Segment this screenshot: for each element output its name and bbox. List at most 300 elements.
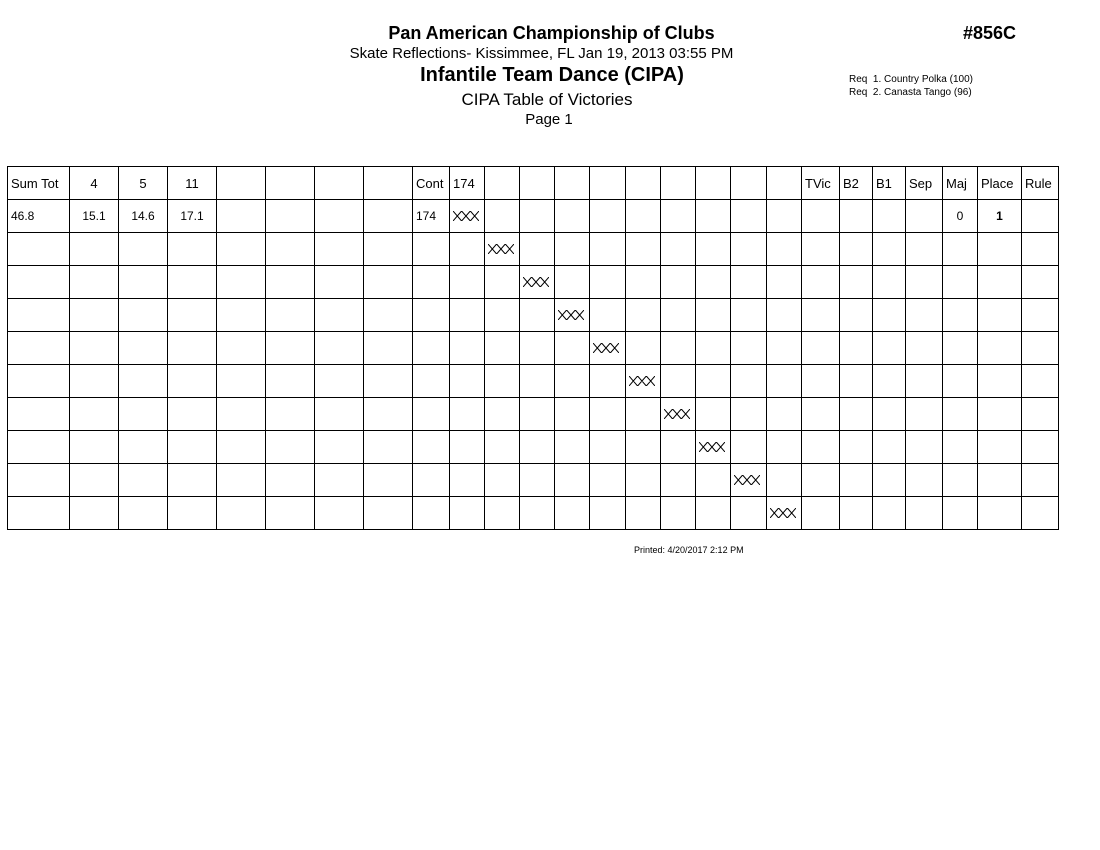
table-cell <box>450 299 485 332</box>
table-cell <box>168 365 217 398</box>
table-row <box>8 431 1059 464</box>
table-cell <box>943 266 978 299</box>
table-cell <box>315 200 364 233</box>
table-cell <box>906 464 943 497</box>
column-header <box>364 167 413 200</box>
table-cell <box>520 398 555 431</box>
table-cell <box>802 398 840 431</box>
xxx-mark-icon <box>523 277 549 287</box>
table-cell <box>943 398 978 431</box>
table-cell <box>315 497 364 530</box>
table-cell <box>555 332 590 365</box>
table-cell <box>217 266 266 299</box>
table-cell <box>661 365 696 398</box>
table-cell <box>590 200 626 233</box>
column-header: B2 <box>840 167 873 200</box>
table-cell <box>873 365 906 398</box>
table-cell <box>767 431 802 464</box>
table-cell <box>450 332 485 365</box>
table-cell <box>266 200 315 233</box>
event-name: Infantile Team Dance (CIPA) <box>420 64 684 86</box>
table-cell <box>485 431 520 464</box>
table-cell <box>315 365 364 398</box>
table-cell <box>1022 299 1059 332</box>
table-cell <box>802 266 840 299</box>
table-cell <box>119 299 168 332</box>
victories-table <box>7 166 1059 530</box>
table-cell <box>626 431 661 464</box>
table-cell <box>364 200 413 233</box>
requirement-2 <box>849 86 973 99</box>
table-cell <box>315 431 364 464</box>
printed-timestamp: Printed: 4/20/2017 2:12 PM <box>634 545 744 555</box>
requirement-label: Req 1. <box>849 74 882 85</box>
column-header: TVic <box>802 167 840 200</box>
table-cell <box>731 497 767 530</box>
table-cell <box>802 464 840 497</box>
table-body <box>8 167 1059 530</box>
table-cell <box>450 464 485 497</box>
xxx-mark-icon <box>558 310 584 320</box>
table-cell <box>943 431 978 464</box>
table-cell <box>978 398 1022 431</box>
table-cell <box>731 365 767 398</box>
table-cell <box>70 464 119 497</box>
table-cell <box>555 200 590 233</box>
table-cell <box>266 365 315 398</box>
table-cell <box>315 464 364 497</box>
table-cell <box>731 398 767 431</box>
table-cell <box>840 233 873 266</box>
table-cell: 174 <box>413 200 450 233</box>
table-cell <box>119 233 168 266</box>
table-cell <box>802 233 840 266</box>
table-cell <box>119 398 168 431</box>
table-cell <box>661 332 696 365</box>
table-cell <box>217 332 266 365</box>
event-code: #856C <box>963 23 1017 43</box>
table-cell <box>70 299 119 332</box>
xxx-mark-icon <box>734 475 760 485</box>
table-cell <box>696 431 731 464</box>
table-cell <box>485 398 520 431</box>
column-header <box>626 167 661 200</box>
table-cell <box>943 332 978 365</box>
table-cell <box>8 497 70 530</box>
page-number: Page 1 <box>525 111 573 128</box>
xxx-mark-icon <box>453 211 479 221</box>
table-cell <box>413 464 450 497</box>
table-cell <box>555 497 590 530</box>
column-header: 4 <box>70 167 119 200</box>
table-cell <box>906 233 943 266</box>
table-cell <box>696 332 731 365</box>
table-cell <box>217 497 266 530</box>
table-cell <box>802 365 840 398</box>
table-cell <box>413 233 450 266</box>
table-cell <box>520 266 555 299</box>
table-cell: 0 <box>943 200 978 233</box>
table-cell <box>168 332 217 365</box>
table-cell <box>266 431 315 464</box>
xxx-mark-icon <box>699 442 725 452</box>
table-cell <box>8 332 70 365</box>
table-cell <box>696 299 731 332</box>
table-cell <box>217 431 266 464</box>
xxx-mark-icon <box>664 409 690 419</box>
requirements-list <box>849 73 973 99</box>
table-row <box>8 398 1059 431</box>
table-cell <box>840 497 873 530</box>
xxx-mark-icon <box>770 508 796 518</box>
table-cell <box>266 497 315 530</box>
table-cell <box>119 365 168 398</box>
table-cell <box>8 266 70 299</box>
table-cell <box>8 464 70 497</box>
table-cell <box>315 398 364 431</box>
header-row <box>8 167 1059 200</box>
table-cell <box>168 431 217 464</box>
table-cell <box>1022 497 1059 530</box>
table-cell <box>873 299 906 332</box>
table-cell <box>413 431 450 464</box>
table-cell <box>696 200 731 233</box>
table-cell <box>485 233 520 266</box>
column-header <box>696 167 731 200</box>
table-cell <box>450 431 485 464</box>
venue-date-line: Skate Reflections- Kissimmee, FL Jan 19, 2013 03:55 PM <box>349 45 734 62</box>
table-cell <box>873 233 906 266</box>
table-cell <box>1022 464 1059 497</box>
table-cell <box>168 464 217 497</box>
table-cell <box>217 233 266 266</box>
table-cell <box>413 299 450 332</box>
table-row <box>8 464 1059 497</box>
column-header: Sum Tot <box>8 167 70 200</box>
table-cell <box>520 464 555 497</box>
column-header <box>767 167 802 200</box>
table-cell <box>840 332 873 365</box>
table-cell <box>906 431 943 464</box>
table-cell <box>802 431 840 464</box>
table-row <box>8 299 1059 332</box>
column-header <box>485 167 520 200</box>
xxx-mark-icon <box>488 244 514 254</box>
table-cell <box>70 365 119 398</box>
table-cell <box>661 398 696 431</box>
column-header: 5 <box>119 167 168 200</box>
table-cell <box>661 233 696 266</box>
table-row <box>8 233 1059 266</box>
table-cell <box>906 200 943 233</box>
table-cell <box>1022 332 1059 365</box>
table-row <box>8 200 1059 233</box>
table-cell <box>364 398 413 431</box>
table-cell <box>626 233 661 266</box>
table-cell <box>266 398 315 431</box>
table-cell <box>168 299 217 332</box>
table-cell <box>119 332 168 365</box>
table-cell <box>731 464 767 497</box>
table-cell <box>266 464 315 497</box>
table-cell <box>626 365 661 398</box>
table-cell <box>590 266 626 299</box>
table-cell <box>906 332 943 365</box>
table-cell <box>731 431 767 464</box>
table-cell <box>520 431 555 464</box>
table-cell <box>520 233 555 266</box>
table-cell: 15.1 <box>70 200 119 233</box>
table-cell: 14.6 <box>119 200 168 233</box>
table-cell <box>696 233 731 266</box>
table-cell <box>873 398 906 431</box>
table-cell <box>590 365 626 398</box>
table-cell <box>266 332 315 365</box>
table-cell <box>485 497 520 530</box>
table-cell <box>315 266 364 299</box>
table-cell <box>767 299 802 332</box>
table-cell <box>626 266 661 299</box>
requirement-label: Req 2. <box>849 87 882 98</box>
table-cell <box>873 332 906 365</box>
column-header: Rule <box>1022 167 1059 200</box>
table-cell: 1 <box>978 200 1022 233</box>
table-cell <box>696 398 731 431</box>
column-header: Place <box>978 167 1022 200</box>
table-cell <box>1022 398 1059 431</box>
table-cell <box>840 365 873 398</box>
table-cell <box>943 464 978 497</box>
xxx-mark-icon <box>593 343 619 353</box>
table-cell <box>555 464 590 497</box>
table-row <box>8 497 1059 530</box>
table-cell <box>315 233 364 266</box>
table-cell <box>802 332 840 365</box>
table-cell <box>70 233 119 266</box>
table-cell <box>364 464 413 497</box>
column-header <box>217 167 266 200</box>
table-cell <box>840 431 873 464</box>
table-cell <box>168 497 217 530</box>
table-cell <box>978 431 1022 464</box>
table-cell <box>731 200 767 233</box>
table-cell <box>555 299 590 332</box>
table-cell <box>485 200 520 233</box>
xxx-mark-icon <box>629 376 655 386</box>
table-cell <box>119 431 168 464</box>
table-cell <box>731 299 767 332</box>
table-cell <box>626 497 661 530</box>
table-cell <box>8 431 70 464</box>
table-cell <box>978 365 1022 398</box>
table-row <box>8 332 1059 365</box>
table-cell <box>364 497 413 530</box>
column-header: 11 <box>168 167 217 200</box>
requirement-value: Country Polka (100) <box>884 74 973 85</box>
table-cell <box>485 299 520 332</box>
table-cell <box>217 398 266 431</box>
table-cell <box>217 464 266 497</box>
table-row <box>8 266 1059 299</box>
table-cell <box>119 464 168 497</box>
table-cell <box>520 332 555 365</box>
table-cell <box>696 464 731 497</box>
table-cell <box>1022 200 1059 233</box>
table-cell <box>840 398 873 431</box>
table-cell <box>731 266 767 299</box>
table-cell <box>978 464 1022 497</box>
table-cell <box>767 398 802 431</box>
table-cell <box>590 299 626 332</box>
column-header: Maj <box>943 167 978 200</box>
table-cell <box>661 266 696 299</box>
table-cell <box>767 497 802 530</box>
table-cell <box>413 266 450 299</box>
table-cell <box>590 497 626 530</box>
table-cell <box>767 365 802 398</box>
table-cell <box>626 200 661 233</box>
table-cell <box>731 233 767 266</box>
table-cell <box>802 299 840 332</box>
table-cell <box>315 332 364 365</box>
table-cell <box>1022 233 1059 266</box>
table-cell: 46.8 <box>8 200 70 233</box>
table-cell <box>413 365 450 398</box>
table-cell <box>266 266 315 299</box>
table-cell <box>767 266 802 299</box>
table-cell <box>8 365 70 398</box>
table-cell <box>590 398 626 431</box>
table-cell <box>840 299 873 332</box>
table-cell <box>168 233 217 266</box>
table-cell <box>590 233 626 266</box>
table-cell <box>626 299 661 332</box>
column-header: Sep <box>906 167 943 200</box>
column-header <box>555 167 590 200</box>
table-cell <box>217 299 266 332</box>
table-cell <box>168 398 217 431</box>
table-cell <box>802 497 840 530</box>
table-cell <box>906 398 943 431</box>
table-cell <box>119 266 168 299</box>
column-header <box>661 167 696 200</box>
table-cell <box>520 365 555 398</box>
table-row <box>8 365 1059 398</box>
table-cell <box>943 365 978 398</box>
table-cell <box>8 299 70 332</box>
table-cell <box>450 266 485 299</box>
column-header <box>590 167 626 200</box>
table-cell <box>364 299 413 332</box>
table-cell <box>906 365 943 398</box>
table-cell <box>626 464 661 497</box>
table-cell <box>978 332 1022 365</box>
table-cell <box>906 497 943 530</box>
table-cell <box>661 497 696 530</box>
table-cell <box>520 299 555 332</box>
table-cell <box>873 266 906 299</box>
table-cell <box>978 266 1022 299</box>
table-cell <box>1022 266 1059 299</box>
table-cell <box>450 497 485 530</box>
table-cell <box>70 497 119 530</box>
column-header <box>731 167 767 200</box>
report-title: CIPA Table of Victories <box>461 90 633 109</box>
table-cell <box>217 365 266 398</box>
table-cell <box>485 464 520 497</box>
table-cell <box>485 365 520 398</box>
table-cell <box>364 365 413 398</box>
table-cell <box>364 431 413 464</box>
table-cell <box>70 266 119 299</box>
table-cell <box>731 332 767 365</box>
table-cell <box>873 200 906 233</box>
table-cell <box>590 464 626 497</box>
table-cell <box>8 233 70 266</box>
table-cell <box>520 200 555 233</box>
table-cell <box>1022 431 1059 464</box>
table-cell <box>978 497 1022 530</box>
table-cell <box>696 266 731 299</box>
table-cell <box>943 497 978 530</box>
table-cell <box>485 332 520 365</box>
table-cell <box>266 233 315 266</box>
table-cell <box>555 431 590 464</box>
column-header: B1 <box>873 167 906 200</box>
table-cell <box>626 398 661 431</box>
table-cell <box>696 497 731 530</box>
table-cell <box>450 200 485 233</box>
requirement-1 <box>849 73 973 86</box>
table-cell <box>555 233 590 266</box>
table-cell <box>767 200 802 233</box>
table-cell <box>840 464 873 497</box>
table-cell <box>364 233 413 266</box>
table-cell <box>661 200 696 233</box>
table-cell <box>840 200 873 233</box>
table-cell <box>590 332 626 365</box>
table-cell <box>364 332 413 365</box>
table-cell <box>661 299 696 332</box>
column-header <box>315 167 364 200</box>
table-cell <box>413 398 450 431</box>
table-cell <box>413 332 450 365</box>
table-cell <box>767 233 802 266</box>
table-cell <box>8 398 70 431</box>
table-cell: 17.1 <box>168 200 217 233</box>
table-cell <box>943 299 978 332</box>
table-cell <box>555 266 590 299</box>
table-cell <box>873 464 906 497</box>
table-cell <box>978 233 1022 266</box>
column-header: Cont <box>413 167 450 200</box>
table-cell <box>840 266 873 299</box>
table-cell <box>119 497 168 530</box>
table-cell <box>70 431 119 464</box>
table-cell <box>413 497 450 530</box>
table-cell <box>485 266 520 299</box>
table-cell <box>626 332 661 365</box>
table-cell <box>1022 365 1059 398</box>
column-header <box>266 167 315 200</box>
table-cell <box>450 398 485 431</box>
table-cell <box>450 233 485 266</box>
table-cell <box>802 200 840 233</box>
table-cell <box>873 431 906 464</box>
requirement-value: Canasta Tango (96) <box>884 87 972 98</box>
table-cell <box>520 497 555 530</box>
table-cell <box>364 266 413 299</box>
